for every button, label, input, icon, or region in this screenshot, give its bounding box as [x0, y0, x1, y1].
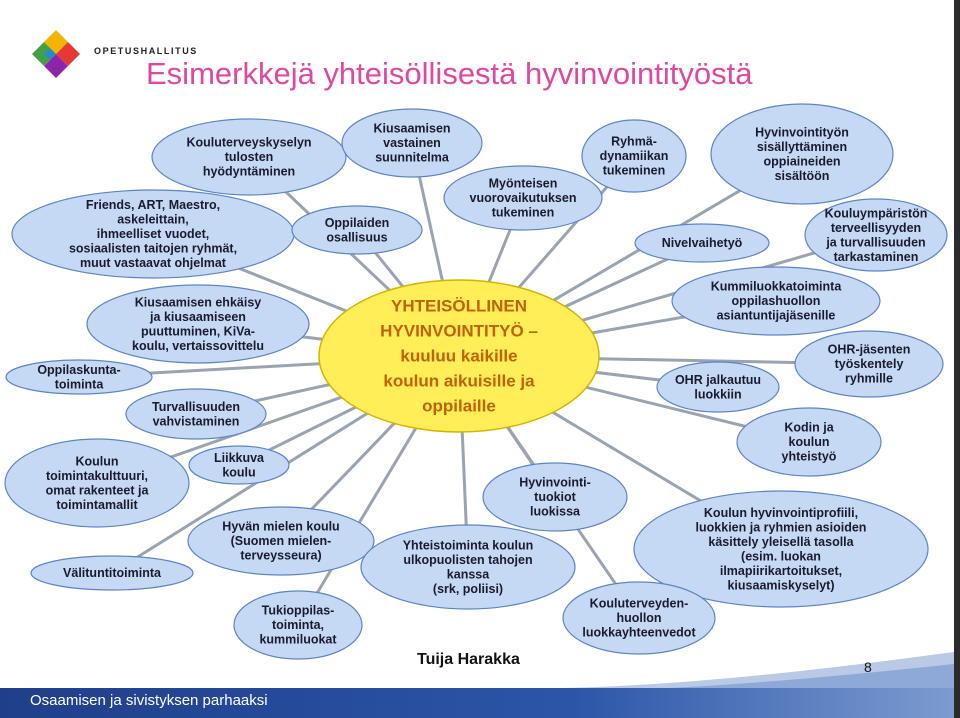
- bubble-text-turvallisuuden-line: vahvistaminen: [152, 414, 240, 429]
- bubble-text-kouluymparisto-line: tarkastaminen: [833, 249, 919, 264]
- bubble-text-hyvinvointityon-sisallyttaminen-line: sisällyttäminen: [756, 139, 848, 154]
- bubble-text-valituntitoiminta-line: Välituntitoiminta: [63, 566, 161, 580]
- bubble-text-yhteistoiminta-line: Yhteistoiminta koulun: [402, 538, 534, 553]
- bubble-text-oppilaiden-osallisuus-line: osallisuus: [326, 230, 388, 245]
- author-name: Tuija Harakka: [417, 651, 520, 668]
- bubble-text-liikkuva-koulu-line: Liikkuva: [213, 450, 265, 465]
- bubble-text-liikkuva-koulu-line: koulu: [222, 465, 256, 480]
- bubble-kiusaamisen-suunnitelma: [342, 109, 482, 177]
- bubble-text-kouluterveyskysely-line: tulosten: [224, 150, 274, 164]
- bubble-toimintakulttuuri: [5, 439, 189, 527]
- bubble-text-oppilaskunta-line: toiminta: [54, 377, 104, 392]
- bubble-text-kouluymparisto-line: ja turvallisuuden: [826, 235, 926, 250]
- bubble-text-yhteistoiminta-line: (srk, poliisi): [432, 581, 504, 596]
- bubble-text-kiusaamisen-ehkaisy-line: ja kiusaamiseen: [150, 309, 246, 324]
- center-text-line: HYVINVOINTITYÖ –: [380, 321, 538, 341]
- page-title: Esimerkkejä yhteisöllisestä hyvinvointityöstä: [146, 56, 753, 91]
- bubble-valituntitoiminta: [31, 556, 193, 590]
- bubble-text-friends-art-line: askeleittain,: [117, 212, 189, 227]
- bubble-text-yhteistoiminta-line: kanssa: [446, 567, 490, 582]
- bubble-ohr-jalkautuu: [657, 362, 779, 412]
- bubble-kiusaamisen-ehkaisy: [87, 285, 309, 363]
- bubble-text-kiusaamisen-ehkaisy-line: Kiusaamisen ehkäisy: [134, 295, 262, 310]
- bubble-tukioppilas: [234, 591, 362, 659]
- bubble-text-kouluterveydenhuolto-line: huollon: [616, 611, 662, 625]
- footer-tagline: Osaamisen ja sivistyksen parhaaksi: [30, 692, 268, 709]
- bubble-text-ohr-jasenten-line: ryhmille: [845, 371, 893, 386]
- footer-swoosh: [560, 650, 954, 690]
- bubble-text-hyvinvointityon-sisallyttaminen-line: sisältöön: [774, 168, 830, 183]
- bubble-text-hyvinvointiprofiili-line: luokkien ja ryhmien asioiden: [695, 520, 867, 535]
- bubble-text-oppilaiden-osallisuus-line: Oppilaiden: [324, 215, 390, 230]
- bubble-text-kiusaamisen-ehkaisy-line: koulu, vertaissovittelu: [132, 338, 264, 353]
- bubble-text-tukioppilas-line: kummiluokat: [259, 632, 337, 647]
- bubble-text-ohr-jalkautuu-line: luokkiin: [694, 387, 742, 402]
- bubble-oppilaskunta: [6, 360, 152, 394]
- bubble-text-hyvinvointityon-sisallyttaminen-line: Hyvinvointityön: [755, 125, 849, 140]
- bubble-yhteistoiminta: [361, 525, 575, 609]
- bubble-text-friends-art-line: sosiaalisten taitojen ryhmät,: [68, 241, 238, 256]
- bubble-text-tukioppilas-line: Tukioppilas-: [261, 603, 335, 618]
- bubble-text-tukioppilas-line: toiminta,: [271, 618, 325, 632]
- bubble-text-myonteinen-line: Myönteisen: [488, 176, 558, 191]
- bubble-text-ryhmadynamiikka-line: tukeminen: [602, 163, 666, 178]
- bubble-text-kummiluokka-line: asiantuntijajäsenille: [716, 308, 836, 323]
- center-text-line: YHTEISÖLLINEN: [390, 296, 528, 316]
- bubble-text-ohr-jalkautuu-line: OHR jalkautuu: [674, 372, 762, 387]
- bubble-nivelvaihetyo: [635, 224, 769, 262]
- bubble-text-kiusaamisen-suunnitelma-line: Kiusaamisen: [373, 121, 451, 136]
- bubble-hyvan-mielen: [188, 507, 374, 575]
- bubble-kouluterveydenhuolto: [563, 582, 715, 654]
- bubble-text-kiusaamisen-ehkaisy-line: puuttuminen, KiVa-: [141, 324, 255, 339]
- bubble-text-hyvan-mielen-line: terveysseura): [240, 548, 322, 563]
- org-name: OPETUSHALLITUS: [94, 46, 198, 56]
- bubble-text-kummiluokka-line: oppilashuollon: [731, 294, 821, 308]
- bubble-text-hyvan-mielen-line: Hyvän mielen koulu: [222, 519, 340, 534]
- bubble-text-nivelvaihetyo-line: Nivelvaihetyö: [661, 236, 743, 250]
- bubble-text-myonteinen-line: tukeminen: [491, 205, 555, 220]
- bubble-friends-art: [12, 190, 294, 278]
- bubble-text-ohr-jasenten-line: OHR-jäsenten: [827, 342, 911, 357]
- bubble-text-hyvinvointituokiot-line: Hyvinvointi-: [519, 475, 591, 490]
- bubble-text-friends-art-line: muut vastaavat ohjelmat: [80, 256, 226, 270]
- bubble-text-hyvinvointiprofiili-line: (esim. luokan: [741, 549, 821, 564]
- center-text-line: kuuluu kaikille: [400, 346, 518, 366]
- bubble-text-kouluterveyskysely-line: hyödyntäminen: [202, 164, 296, 179]
- bubble-kodin-yhteistyo: [737, 408, 881, 476]
- bubble-text-ohr-jasenten-line: työskentely: [834, 357, 904, 371]
- bubble-text-yhteistoiminta-line: ulkopuolisten tahojen: [403, 552, 533, 567]
- bubble-text-kouluterveyskysely-line: Kouluterveyskyselyn: [186, 135, 312, 150]
- bubble-text-kouluymparisto-line: terveellisyyden: [830, 220, 922, 235]
- bubble-text-hyvinvointiprofiili-line: ilmapiirikartoitukset,: [719, 563, 843, 578]
- bubble-text-hyvinvointiprofiili-line: kiusaamiskyselyt): [727, 578, 835, 593]
- bubble-text-kodin-yhteistyo-line: Kodin ja: [784, 420, 834, 435]
- bubble-kouluterveyskysely: [152, 119, 346, 195]
- center-text-line: oppilaille: [422, 396, 496, 416]
- bubble-text-myonteinen-line: vuorovaikutuksen: [469, 191, 577, 205]
- bubble-text-kouluymparisto-line: Kouluympäristön: [824, 206, 928, 221]
- bubble-text-hyvinvointiprofiili-line: Koulun hyvinvointiprofiili,: [703, 505, 859, 520]
- bubble-text-toimintakulttuuri-line: toimintamallit: [56, 497, 138, 512]
- bubble-text-hyvinvointituokiot-line: luokissa: [529, 504, 581, 519]
- bubble-text-friends-art-line: Friends, ART, Maestro,: [85, 198, 221, 212]
- bubble-text-ryhmadynamiikka-line: dynamiikan: [599, 149, 669, 163]
- bubble-text-toimintakulttuuri-line: omat rakenteet ja: [45, 483, 149, 498]
- bubble-text-turvallisuuden-line: Turvallisuuden: [152, 399, 240, 414]
- bubble-liikkuva-koulu: [189, 446, 289, 484]
- bubble-myonteinen: [444, 166, 602, 230]
- bubble-oppilaiden-osallisuus: [292, 206, 422, 254]
- bubble-text-kiusaamisen-suunnitelma-line: suunnitelma: [375, 150, 449, 165]
- bubble-kummiluokka: [672, 267, 880, 335]
- bubble-turvallisuuden: [126, 389, 266, 439]
- bubble-text-ryhmadynamiikka-line: Ryhmä-: [611, 134, 657, 149]
- bubble-text-friends-art-line: ihmeelliset vuodet,: [96, 227, 210, 241]
- bubble-text-kodin-yhteistyo-line: koulun: [788, 435, 830, 449]
- bubble-text-hyvan-mielen-line: (Suomen mielen-: [230, 534, 332, 548]
- bubble-text-hyvinvointityon-sisallyttaminen-line: oppiaineiden: [763, 154, 841, 169]
- bubble-text-kiusaamisen-suunnitelma-line: vastainen: [383, 136, 441, 150]
- bubble-text-oppilaskunta-line: Oppilaskunta-: [37, 362, 121, 377]
- bubble-hyvinvointituokiot: [483, 463, 627, 531]
- bubble-text-hyvinvointiprofiili-line: käsittely yleisellä tasolla: [708, 534, 854, 549]
- bubble-kouluymparisto: [805, 199, 947, 271]
- bubble-text-hyvinvointituokiot-line: tuokiot: [534, 490, 576, 504]
- bubble-ryhmadynamiikka: [582, 120, 686, 192]
- bubble-text-kouluterveydenhuolto-line: Kouluterveyden-: [589, 596, 689, 611]
- bubble-text-kouluterveydenhuolto-line: luokkayhteenvedot: [582, 625, 696, 640]
- bubble-hyvinvointityon-sisallyttaminen: [711, 104, 893, 204]
- bubble-text-kummiluokka-line: Kummiluokkatoiminta: [710, 279, 842, 294]
- center-group: [319, 280, 599, 432]
- bubble-ohr-jasenten: [795, 331, 943, 397]
- page-number: 8: [864, 659, 872, 675]
- bubble-text-kodin-yhteistyo-line: yhteistyö: [781, 449, 837, 464]
- bubble-text-toimintakulttuuri-line: toimintakulttuuri,: [45, 468, 149, 483]
- bubble-text-toimintakulttuuri-line: Koulun: [75, 454, 119, 469]
- center-text-line: koulun aikuisille ja: [383, 371, 535, 391]
